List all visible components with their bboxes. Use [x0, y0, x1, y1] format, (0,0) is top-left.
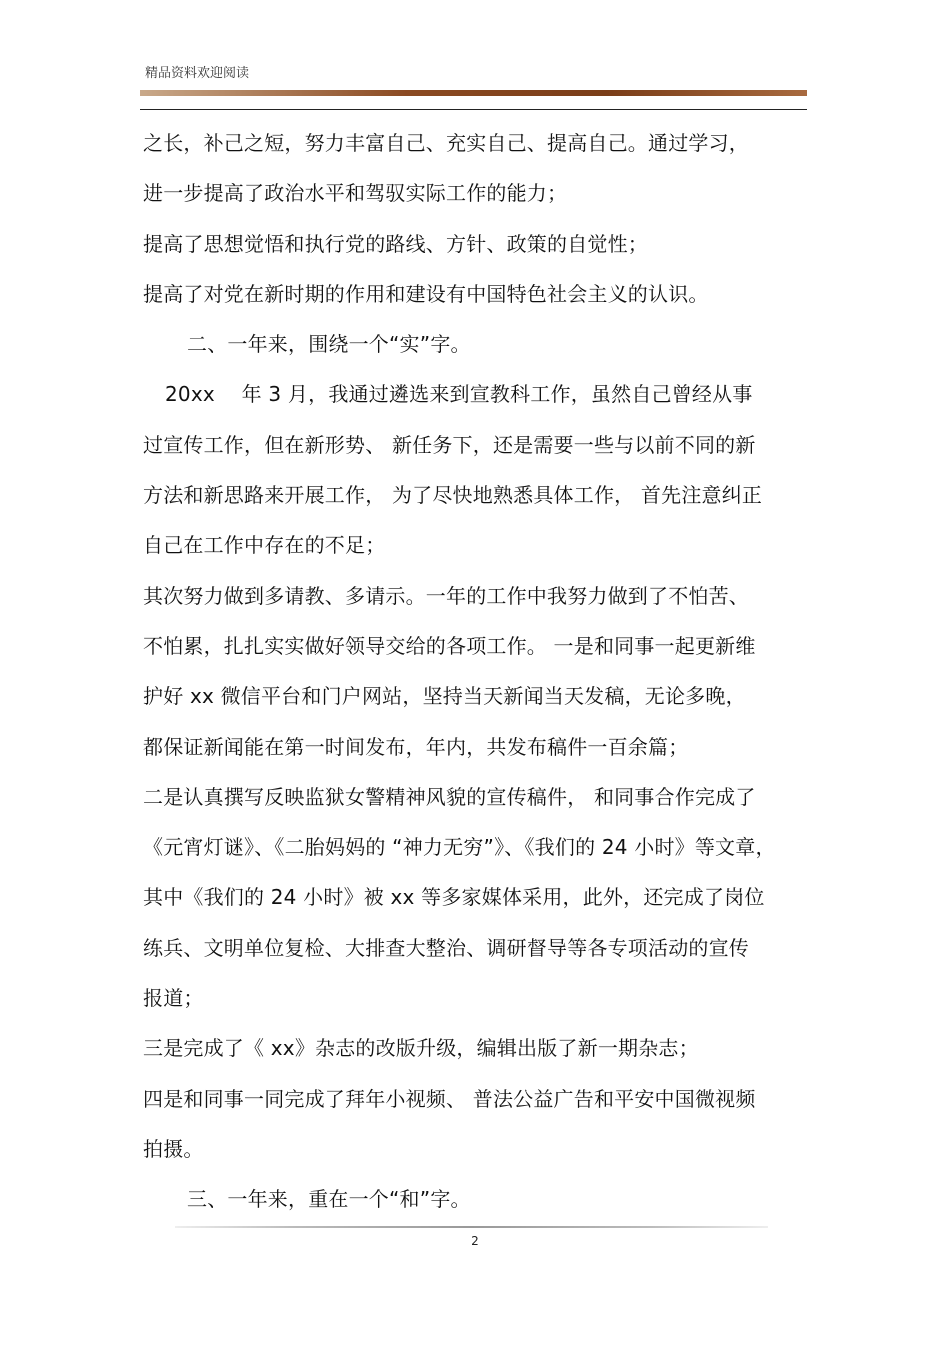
- paragraph-line: 进一步提高了政治水平和驾驭实际工作的能力；: [143, 181, 568, 206]
- paragraph-line: 过宣传工作，但在新形势、 新任务下，还是需要一些与以前不同的新: [143, 432, 756, 457]
- paragraph-line: 报道；: [143, 986, 204, 1011]
- document-body: [143, 118, 803, 1225]
- header-divider: [140, 109, 807, 110]
- paragraph-line: 其中《我们的 24 小时》被 xx 等多家媒体采用，此外，还完成了岗位: [143, 885, 765, 910]
- header-decorative-rule: [140, 90, 807, 96]
- paragraph-line: 练兵、文明单位复检、大排查大整治、调研督导等各专项活动的宣传: [143, 935, 749, 960]
- paragraph-line: 护好 xx 微信平台和门户网站，坚持当天新闻当天发稿，无论多晚，: [143, 684, 746, 709]
- footer-divider: [175, 1226, 768, 1228]
- header-label: 精品资料欢迎阅读: [145, 66, 250, 81]
- paragraph-line: 其次努力做到多请教、多请示。一年的工作中我努力做到了不怕苦、: [143, 583, 749, 608]
- section-heading: 三、一年来，重在一个“和”字。: [187, 1187, 471, 1212]
- paragraph-line: 三是完成了《 xx》杂志的改版升级，编辑出版了新一期杂志；: [143, 1036, 699, 1061]
- paragraph-line: 二是认真撰写反映监狱女警精神风貌的宣传稿件， 和同事合作完成了: [143, 784, 756, 809]
- paragraph-line: 四是和同事一同完成了拜年小视频、 普法公益广告和平安中国微视频: [143, 1086, 756, 1111]
- paragraph-line: 不怕累，扎扎实实做好领导交给的各项工作。 一是和同事一起更新维: [143, 633, 756, 658]
- paragraph-line: 都保证新闻能在第一时间发布，年内，共发布稿件一百余篇；: [143, 734, 689, 759]
- paragraph-line: 自己在工作中存在的不足；: [143, 533, 386, 558]
- page-number: 2: [471, 1234, 479, 1248]
- paragraph-line: 20xx 年 3 月，我通过遴选来到宣教科工作，虽然自己曾经从事: [165, 382, 753, 407]
- section-heading: 二、一年来，围绕一个“实”字。: [187, 332, 471, 357]
- paragraph-line: 之长，补己之短，努力丰富自己、充实自己、提高自己。通过学习，: [143, 131, 749, 155]
- paragraph-line: 提高了对党在新时期的作用和建设有中国特色社会主义的认识。: [143, 281, 709, 306]
- paragraph-line: 提高了思想觉悟和执行党的路线、方针、政策的自觉性；: [143, 231, 648, 256]
- paragraph-line: 拍摄。: [143, 1136, 204, 1161]
- paragraph-line: 方法和新思路来开展工作， 为了尽快地熟悉具体工作， 首先注意纠正: [143, 483, 763, 508]
- paragraph-line: 《元宵灯谜》、《二胎妈妈的 “神力无穷”》、《我们的 24 小时》等文章，: [143, 835, 776, 860]
